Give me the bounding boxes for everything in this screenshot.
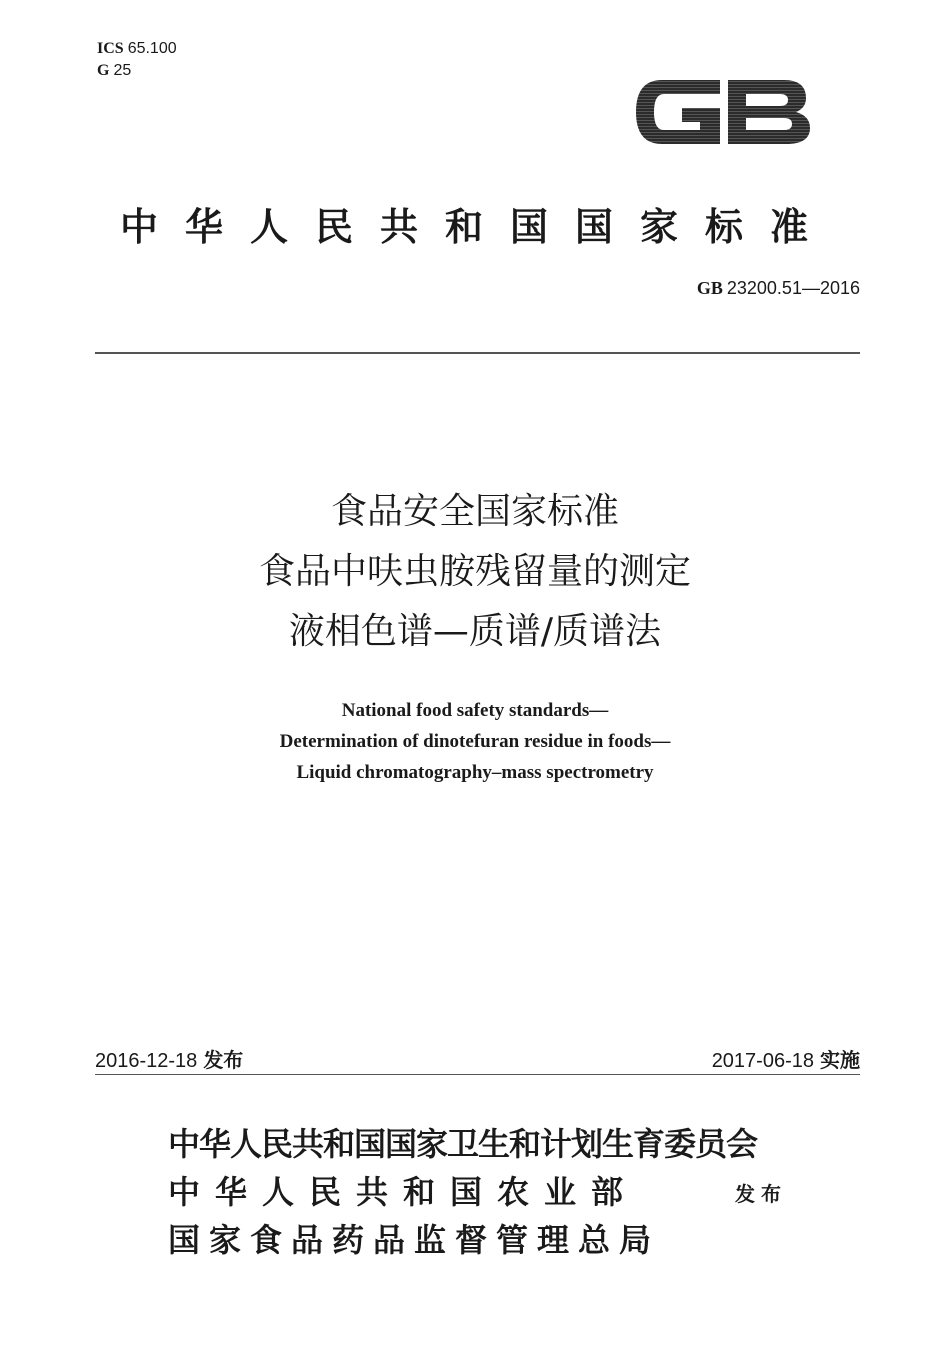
header-divider (95, 352, 860, 354)
national-standard-heading: 中华人民共和国国家标准 (119, 205, 835, 249)
ics-code (97, 39, 177, 59)
issue-date-label: 发布 (203, 1048, 244, 1072)
publish-label: 发布 (735, 1182, 787, 1206)
issue-date-value: 2016-12-18 (95, 1050, 198, 1072)
issuer-health-commission: 中华人民共和国国家卫生和计划生育委员会 (168, 1125, 758, 1163)
standard-prefix: GB (696, 278, 723, 298)
ccs-code (97, 61, 131, 81)
ccs-value: 25 (113, 62, 132, 79)
implementation-date (712, 1044, 860, 1073)
issue-date (95, 1044, 243, 1073)
ics-label: ICS (97, 40, 124, 57)
gb-logo-icon (628, 66, 814, 158)
title-en-line-1: National food safety standards— (341, 700, 609, 721)
implementation-date-value: 2017-06-18 (711, 1050, 814, 1072)
footer-divider (95, 1074, 860, 1075)
implementation-date-label: 实施 (820, 1048, 860, 1072)
title-cn-line-2: 食品中呋虫胺残留量的测定 (258, 551, 691, 592)
ccs-label: G (97, 62, 110, 79)
issuer-food-drug-administration: 国家食品药品监督管理总局 (168, 1221, 661, 1259)
title-cn-line-1: 食品安全国家标准 (330, 491, 619, 532)
standard-number (697, 278, 860, 299)
issuer-ministry-agriculture: 中华人民共和国农业部 (168, 1173, 639, 1211)
ics-value: 65.100 (127, 40, 177, 57)
title-cn-line-3: 液相色谱—质谱/质谱法 (288, 611, 662, 652)
standard-number-value: 23200.51—2016 (726, 278, 860, 298)
title-en-line-3: Liquid chromatography–mass spectrometry (296, 762, 654, 783)
title-en-line-2: Determination of dinotefuran residue in foods— (279, 731, 671, 752)
